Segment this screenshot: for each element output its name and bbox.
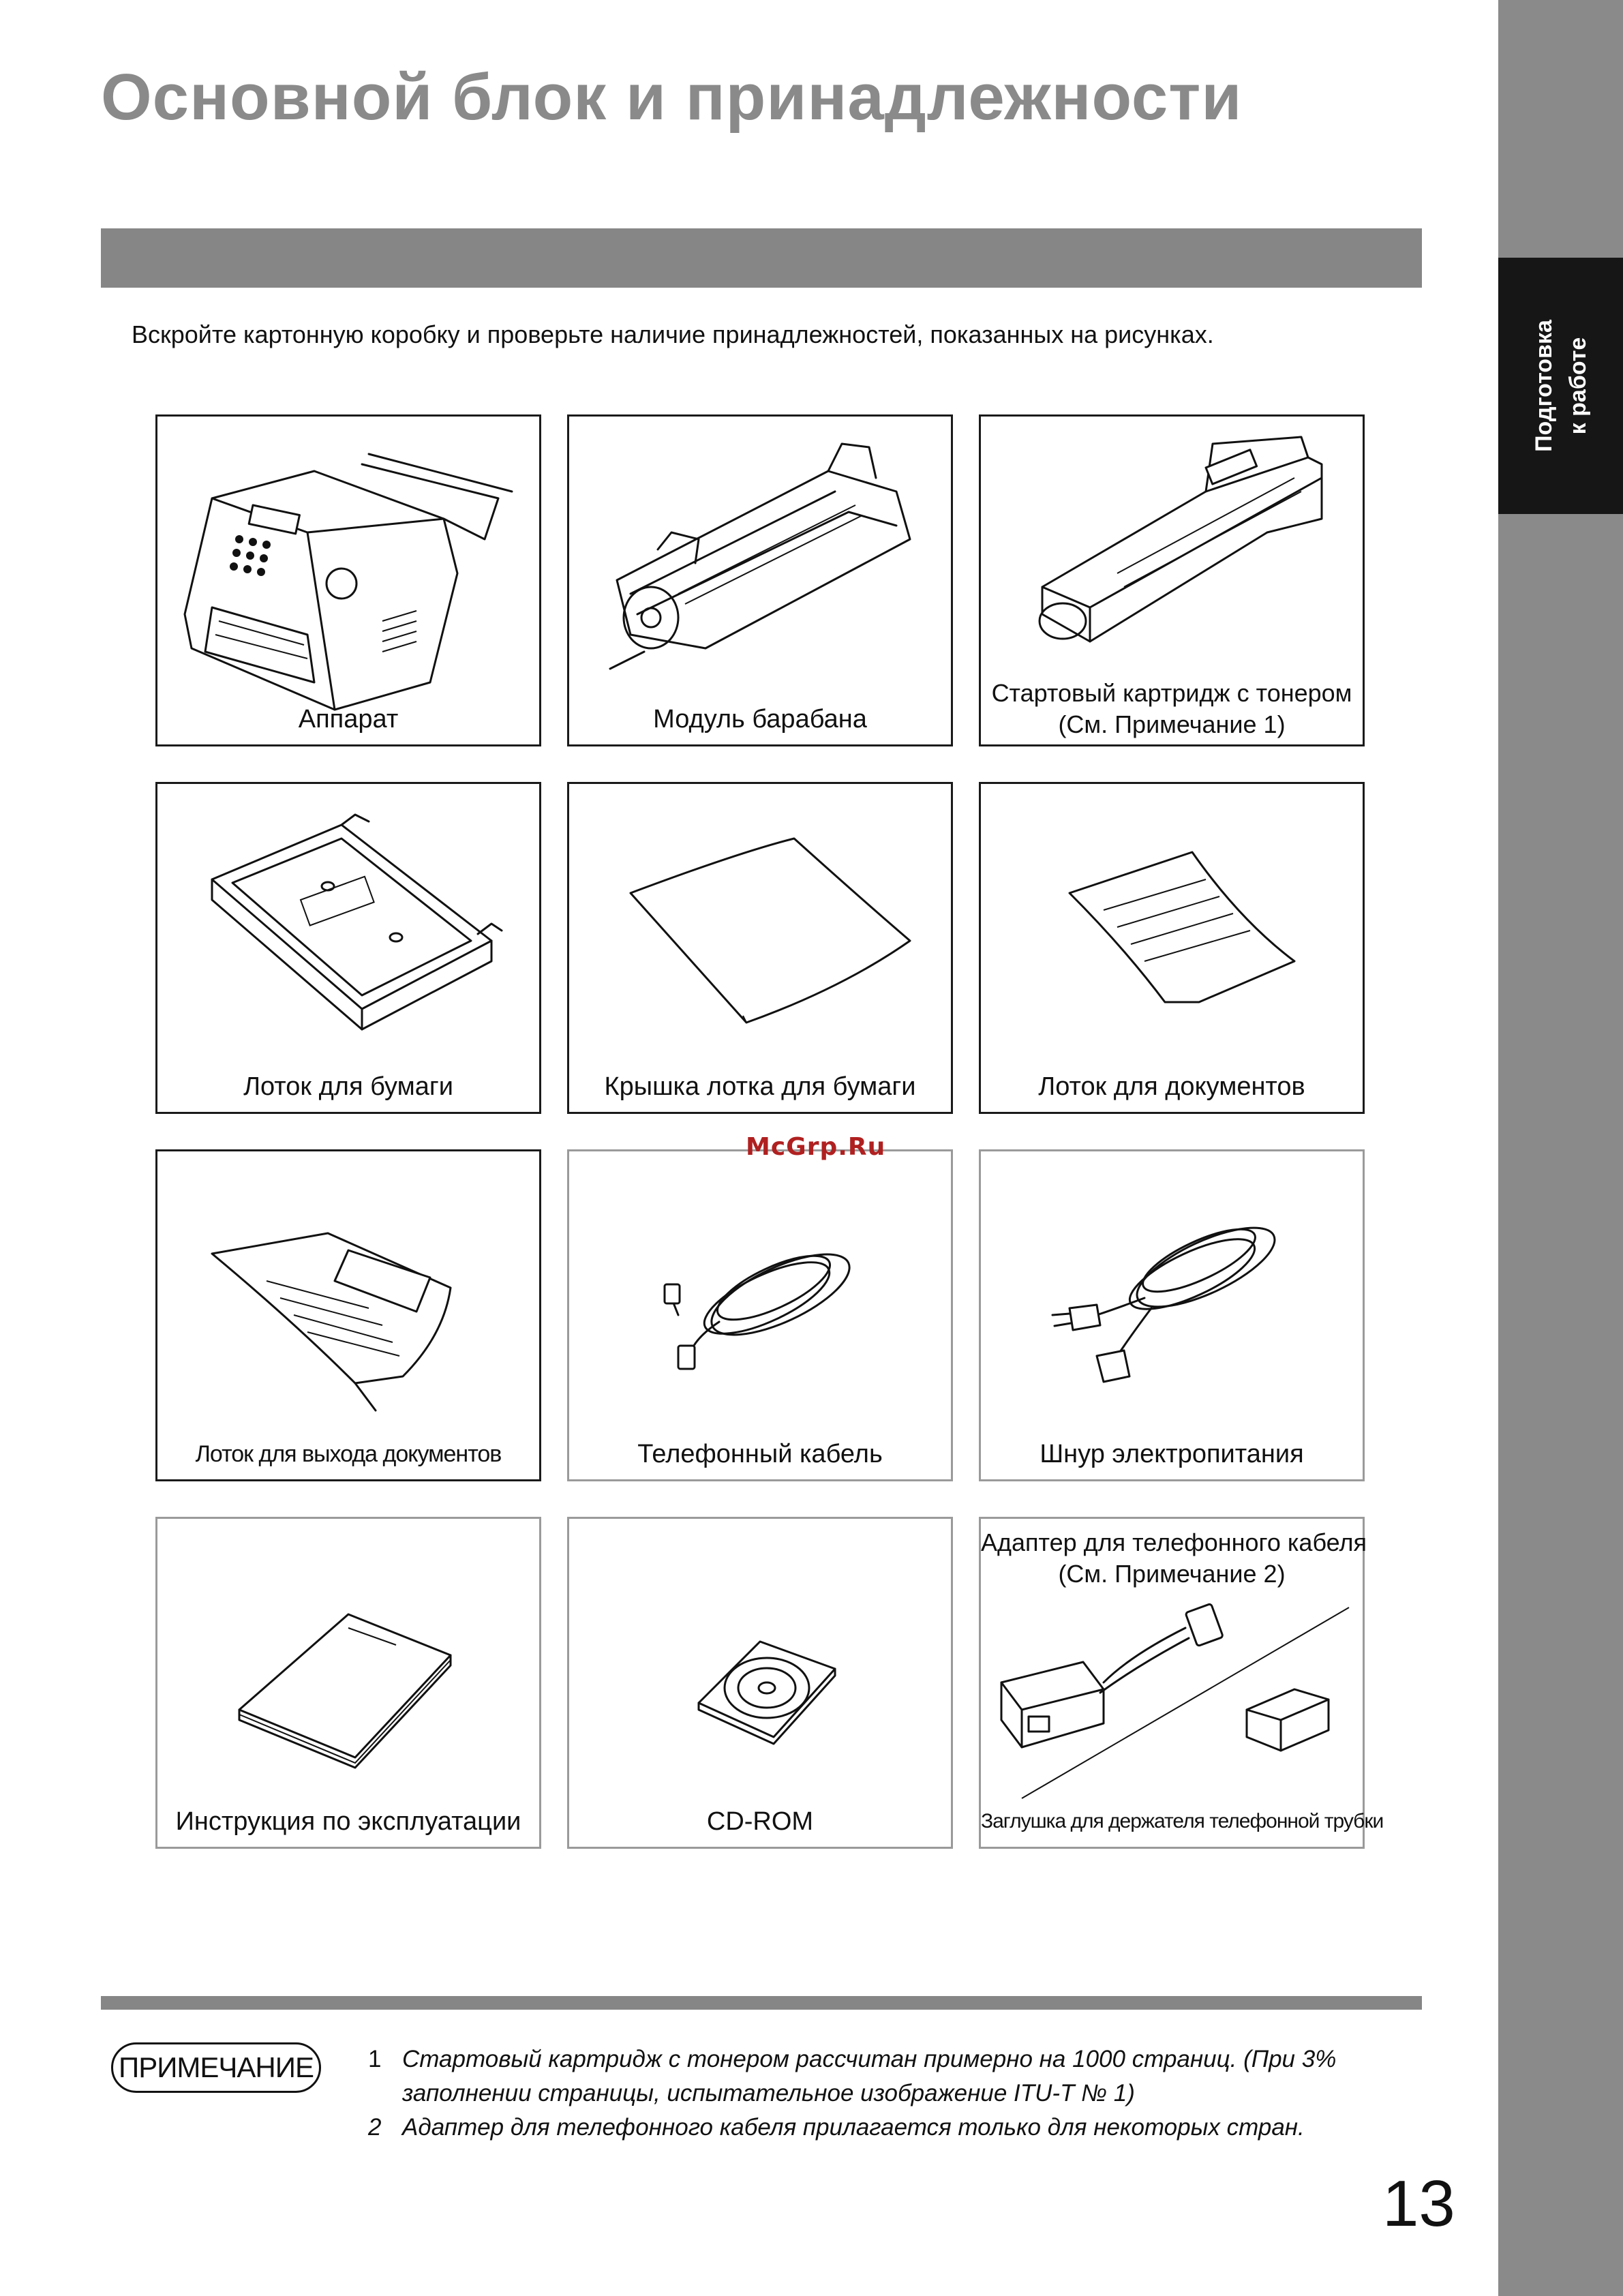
- note-number: 2: [368, 2114, 382, 2141]
- item-caption: CD-ROM: [706, 1807, 814, 1836]
- power-cord-icon: [981, 1151, 1367, 1483]
- item-card-fax-machine: [155, 414, 541, 746]
- item-caption: Крышка лотка для бумаги: [604, 1072, 916, 1101]
- item-card-drum-unit: [567, 414, 953, 746]
- item-caption-line-2: (См. Примечание 1): [1058, 710, 1286, 738]
- section-tab: [1498, 258, 1623, 514]
- section-tab-line-2: к работе: [1564, 337, 1591, 435]
- drum-unit-icon: [569, 417, 955, 749]
- note-number: 1: [368, 2046, 382, 2072]
- intro-text: Вскройте картонную коробку и проверьте наличие принадлежностей, показанных на рисунках.: [132, 320, 1214, 348]
- document-tray-icon: [981, 784, 1367, 1116]
- document-exit-tray-icon: [157, 1151, 543, 1483]
- item-caption-line-1: Адаптер для телефонного кабеля: [981, 1528, 1367, 1556]
- note-item: [368, 2042, 1363, 2111]
- item-caption: Лоток для бумаги: [243, 1072, 453, 1101]
- note-badge: ПРИМЕЧАНИЕ: [111, 2042, 321, 2093]
- item-card-cd-rom: [567, 1517, 953, 1849]
- item-caption: Шнур электропитания: [1040, 1440, 1304, 1468]
- page-number: 13: [1382, 2167, 1455, 2240]
- item-caption-sub: Заглушка для держателя телефонной трубки: [981, 1810, 1384, 1832]
- item-card-document-tray: [979, 782, 1365, 1114]
- item-caption-line-1: Стартовый картридж с тонером: [991, 679, 1352, 707]
- manual-icon: [157, 1519, 543, 1851]
- item-card-cable-adapter: [979, 1517, 1384, 1849]
- paper-tray-cover-icon: [569, 784, 955, 1116]
- telephone-cable-icon: [569, 1151, 955, 1483]
- item-caption-line-2: (См. Примечание 2): [1058, 1560, 1286, 1588]
- item-caption: Лоток для выхода документов: [195, 1441, 502, 1467]
- section-header-bar: [101, 228, 1422, 288]
- fax-machine-icon: [157, 417, 543, 749]
- item-card-power-cord: [979, 1149, 1365, 1481]
- item-card-paper-tray-cover: [567, 782, 953, 1114]
- item-card-manual: [155, 1517, 541, 1849]
- watermark: McGrp.Ru: [746, 1133, 886, 1161]
- note-item-text: Адаптер для телефонного кабеля прилагается только для некоторых стран.: [402, 2114, 1305, 2141]
- item-caption: Модуль барабана: [653, 705, 867, 734]
- item-caption: [981, 1527, 1367, 1590]
- note-item: [368, 2111, 1363, 2145]
- cd-rom-icon: [569, 1519, 955, 1851]
- item-caption: Телефонный кабель: [637, 1440, 883, 1468]
- item-caption: Аппарат: [298, 705, 399, 734]
- section-tab-line-1: Подготовка: [1530, 320, 1557, 452]
- item-card-toner-cartridge: [979, 414, 1365, 746]
- item-caption: [981, 678, 1363, 740]
- page-title: Основной блок и принадлежности: [101, 61, 1243, 134]
- item-card-paper-tray: [155, 782, 541, 1114]
- note-item-text: Стартовый картридж с тонером рассчитан примерно на 1000 страниц. (При 3% заполнении страницы, испытательное изображение ITU-T № 1): [402, 2046, 1337, 2106]
- paper-tray-icon: [157, 784, 543, 1116]
- section-footer-bar: [101, 1996, 1422, 2010]
- item-caption: Лоток для документов: [1038, 1072, 1305, 1101]
- note-list: [368, 2042, 1363, 2145]
- item-card-telephone-cable: [567, 1149, 953, 1481]
- item-card-document-exit-tray: [155, 1149, 541, 1481]
- item-caption: Инструкция по эксплуатации: [175, 1807, 521, 1836]
